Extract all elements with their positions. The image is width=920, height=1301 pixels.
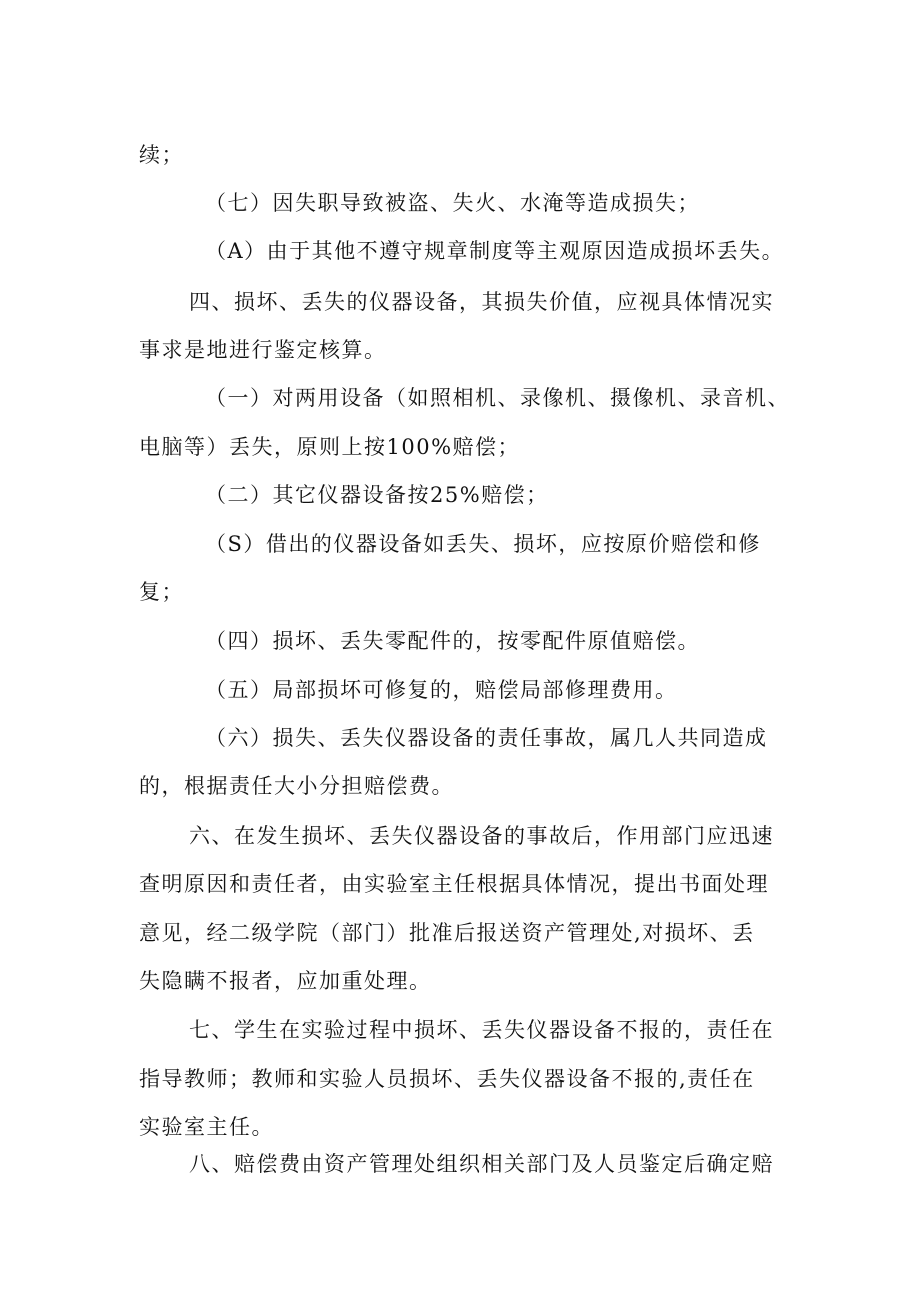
paragraph-line: 七、学生在实验过程中损坏、丢失仪器设备不报的，责任在 — [189, 1018, 774, 1042]
paragraph-line: 的，根据责任大小分担赔偿费。 — [139, 774, 454, 798]
paragraph-line: 四、损坏、丢失的仪器设备，其损失价值，应视具体情况实 — [189, 290, 774, 314]
paragraph-line: 八、赔偿费由资产管理处组织相关部门及人员鉴定后确定赔 — [189, 1152, 774, 1176]
paragraph-line: （二）其它仪器设备按25%赔偿； — [205, 483, 549, 507]
paragraph-line: （五）局部损坏可修复的，赔偿局部修理费用。 — [205, 678, 678, 702]
paragraph-line: 复； — [139, 580, 184, 604]
paragraph-line: 意见，经二级学院（部门）批准后报送资产管理处,对损坏、丢 — [139, 921, 755, 945]
paragraph-line: 失隐瞒不报者，应加重处理。 — [139, 969, 432, 993]
paragraph-line: （S）借出的仪器设备如丢失、损坏，应按原价赔偿和修 — [205, 532, 761, 556]
paragraph-line: 电脑等）丢失，原则上按100%赔偿； — [139, 435, 521, 459]
paragraph-line: （一）对两用设备（如照相机、录像机、摄像机、录音机、 — [205, 386, 790, 410]
paragraph-line: 续； — [139, 143, 184, 167]
paragraph-line: 查明原因和责任者，由实验室主任根据具体情况，提出书面处理 — [139, 872, 769, 896]
paragraph-line: （四）损坏、丢失零配件的，按零配件原值赔偿。 — [205, 629, 700, 653]
paragraph-line: 实验室主任。 — [139, 1115, 274, 1139]
paragraph-line: （A）由于其他不遵守规章制度等主观原因造成损坏丢失。 — [205, 239, 785, 263]
paragraph-line: （七）因失职导致被盗、失火、水淹等造成损失； — [205, 191, 700, 215]
paragraph-line: 事求是地进行鉴定核算。 — [139, 338, 387, 362]
paragraph-line: （六）损失、丢失仪器设备的责任事故，属几人共同造成 — [205, 726, 768, 750]
paragraph-line: 六、在发生损坏、丢失仪器设备的事故后，作用部门应迅速 — [189, 824, 774, 848]
paragraph-line: 指导教师；教师和实验人员损坏、丢失仪器设备不报的,责任在 — [139, 1067, 755, 1091]
